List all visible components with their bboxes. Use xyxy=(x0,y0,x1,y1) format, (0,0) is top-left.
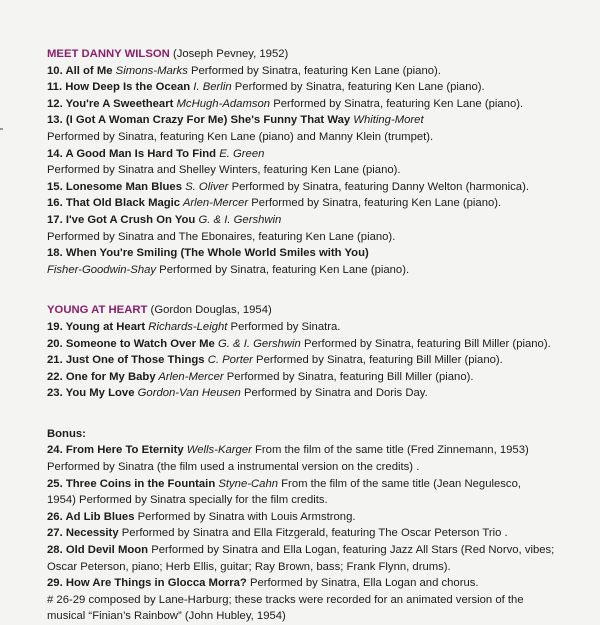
liner-notes xyxy=(47,46,592,625)
track-title: When You're Smiling (The Whole World Smiles with You) xyxy=(65,247,369,260)
track-info-line: Performed by Sinatra and Shelley Winters, featuring Ken Lane (piano). xyxy=(47,164,401,177)
track-info: Performed by Sinatra and Doris Day. xyxy=(240,387,428,400)
track-line xyxy=(47,509,592,526)
track-title: All of Me xyxy=(65,64,113,77)
track-info: From the film of the same title (Jean Negulesco, xyxy=(278,477,521,490)
track-composer: Arlen-Mercer xyxy=(180,197,249,210)
track-info: Performed by Sinatra, featuring Bill Miller (piano). xyxy=(300,337,551,350)
section-subtitle: (Gordon Douglas, 1954) xyxy=(147,304,272,317)
track-number: 13. xyxy=(47,114,66,127)
track-composer: Fisher-Goodwin-Shay xyxy=(47,263,157,276)
track-title: From Here To Eternity xyxy=(65,444,184,457)
track-line xyxy=(47,63,592,80)
track-title: Someone to Watch Over Me xyxy=(65,337,215,350)
track-info: Performed by Sinatra and Ella Logan, featuring Jazz All Stars (Red Norvo, vibes; xyxy=(148,544,555,557)
track-number: 15. xyxy=(47,180,66,193)
track-line xyxy=(47,476,592,493)
section-heading xyxy=(47,302,592,319)
track-number: 27. xyxy=(47,527,66,540)
track-info-line xyxy=(47,262,592,279)
track-number: 18. xyxy=(47,247,66,260)
track-info: Performed by Sinatra, featuring Ken Lane (piano). xyxy=(231,81,485,94)
track-number: 29. xyxy=(47,577,66,590)
track-title: That Old Black Magic xyxy=(65,197,181,210)
track-number: 20. xyxy=(47,337,66,350)
track-line xyxy=(47,212,592,229)
track-line xyxy=(47,352,592,369)
section-spacer xyxy=(47,402,592,426)
track-title: I've Got A Crush On You xyxy=(65,213,196,226)
footnote-line: # 26-29 composed by Lane-Harburg; these tracks were recorded for an animated version of the xyxy=(47,593,524,606)
section-subtitle: (Joseph Pevney, 1952) xyxy=(169,48,289,60)
track-number: 25. xyxy=(47,477,66,490)
track-number: 10. xyxy=(47,64,66,77)
track-info-line: Performed by Sinatra and The Ebonaires, featuring Ken Lane (piano). xyxy=(47,230,396,243)
track-info: Performed by Sinatra, featuring Bill Miller (piano). xyxy=(223,370,474,383)
track-number: 12. xyxy=(47,97,66,110)
track-info: Performed by Sinatra and Ella Fitzgerald, featuring The Oscar Peterson Trio . xyxy=(118,527,508,540)
track-title: Necessity xyxy=(65,527,119,540)
track-line xyxy=(47,195,592,212)
track-number: 11. xyxy=(47,81,66,94)
track-info: Performed by Sinatra, featuring Bill Miller (piano). xyxy=(252,354,503,367)
track-number: 28. xyxy=(47,544,66,557)
track-info: From the film of the same title (Fred Zinnemann, 1953) xyxy=(251,444,529,457)
track-composer: E. Green xyxy=(216,147,265,160)
track-line xyxy=(47,442,592,459)
track-line xyxy=(47,525,592,542)
track-number: 17. xyxy=(47,213,66,226)
track-title: Lonesome Man Blues xyxy=(65,180,182,193)
track-info: Performed by Sinatra, featuring Ken Lane (piano). xyxy=(248,197,502,210)
track-composer: Simons-Marks xyxy=(112,64,188,77)
track-title: You My Love xyxy=(65,387,135,400)
track-number: 22. xyxy=(47,370,66,383)
track-line xyxy=(47,79,592,96)
footnote-line: musical “Finian’s Rainbow” (John Hubley, 1954) xyxy=(47,610,286,623)
track-composer: McHugh-Adamson xyxy=(173,97,271,110)
track-info-line: Oscar Peterson, piano; Herb Ellis, guitar; Ray Brown, bass; Frank Flynn, drums). xyxy=(47,560,451,573)
track-number: 14. xyxy=(47,147,66,160)
page-edge-mark xyxy=(0,128,3,130)
track-composer: Gordon-Van Heusen xyxy=(134,387,241,400)
track-line xyxy=(47,146,592,163)
track-line xyxy=(47,385,592,402)
track-info: Performed by Sinatra, featuring Ken Lane (piano). xyxy=(270,97,524,110)
track-title: Young at Heart xyxy=(65,320,146,333)
track-title: (I Got A Woman Crazy For Me) She's Funny That Way xyxy=(65,114,351,127)
track-number: 24. xyxy=(47,444,66,457)
track-number: 21. xyxy=(47,354,66,367)
track-info: Performed by Sinatra, Ella Logan and chorus. xyxy=(246,577,479,590)
track-composer: Arlen-Mercer xyxy=(155,370,224,383)
track-composer: G. & I. Gershwin xyxy=(195,213,282,226)
track-composer: Whiting-Moret xyxy=(350,114,424,127)
track-title: Old Devil Moon xyxy=(65,544,149,557)
track-info: Performed by Sinatra with Louis Armstrong. xyxy=(134,510,356,523)
track-title: Ad Lib Blues xyxy=(65,510,135,523)
track-number: 16. xyxy=(47,197,66,210)
track-line xyxy=(47,179,592,196)
track-info: Performed by Sinatra, featuring Ken Lane (piano). xyxy=(156,263,410,276)
track-number: 26. xyxy=(47,510,66,523)
track-info-line: Performed by Sinatra, featuring Ken Lane (piano) and Manny Klein (trumpet). xyxy=(47,130,434,143)
track-composer: Wells-Karger xyxy=(183,444,252,457)
track-info: Performed by Sinatra, featuring Ken Lane (piano). xyxy=(187,64,441,77)
track-number: 19. xyxy=(47,320,66,333)
track-line xyxy=(47,96,592,113)
section-title: YOUNG AT HEART xyxy=(47,304,148,317)
track-line xyxy=(47,575,592,592)
track-info-line: Performed by Sinatra (the film used a instrumental version on the credits) . xyxy=(47,461,420,474)
track-title: You're A Sweetheart xyxy=(65,97,174,110)
track-line xyxy=(47,245,592,262)
track-composer: Styne-Cahn xyxy=(215,477,279,490)
track-title: A Good Man Is Hard To Find xyxy=(65,147,217,160)
track-title: Just One of Those Things xyxy=(65,354,205,367)
track-title: One for My Baby xyxy=(65,370,156,383)
section-heading xyxy=(47,46,592,63)
track-line xyxy=(47,336,592,353)
track-line xyxy=(47,542,592,559)
track-number: 23. xyxy=(47,387,66,400)
bonus-heading: Bonus: xyxy=(47,427,86,440)
track-info: Performed by Sinatra, featuring Danny Welton (harmonica). xyxy=(228,180,529,193)
track-info-line: 1954) Performed by Sinatra specially for the film credits. xyxy=(47,494,328,507)
track-composer: C. Porter xyxy=(204,354,253,367)
track-info: Performed by Sinatra. xyxy=(227,320,341,333)
track-composer: G. & I. Gershwin xyxy=(214,337,301,350)
track-title: Three Coins in the Fountain xyxy=(65,477,216,490)
track-composer: I. Berlin xyxy=(190,81,232,94)
track-line xyxy=(47,319,592,336)
track-line xyxy=(47,369,592,386)
track-title: How Deep Is the Ocean xyxy=(65,81,191,94)
track-line xyxy=(47,112,592,129)
track-composer: Richards-Leight xyxy=(145,320,228,333)
track-title: How Are Things in Glocca Morra? xyxy=(65,577,247,590)
section-spacer xyxy=(47,278,592,302)
section-title: MEET DANNY WILSON xyxy=(47,48,170,60)
track-composer: S. Oliver xyxy=(181,180,229,193)
